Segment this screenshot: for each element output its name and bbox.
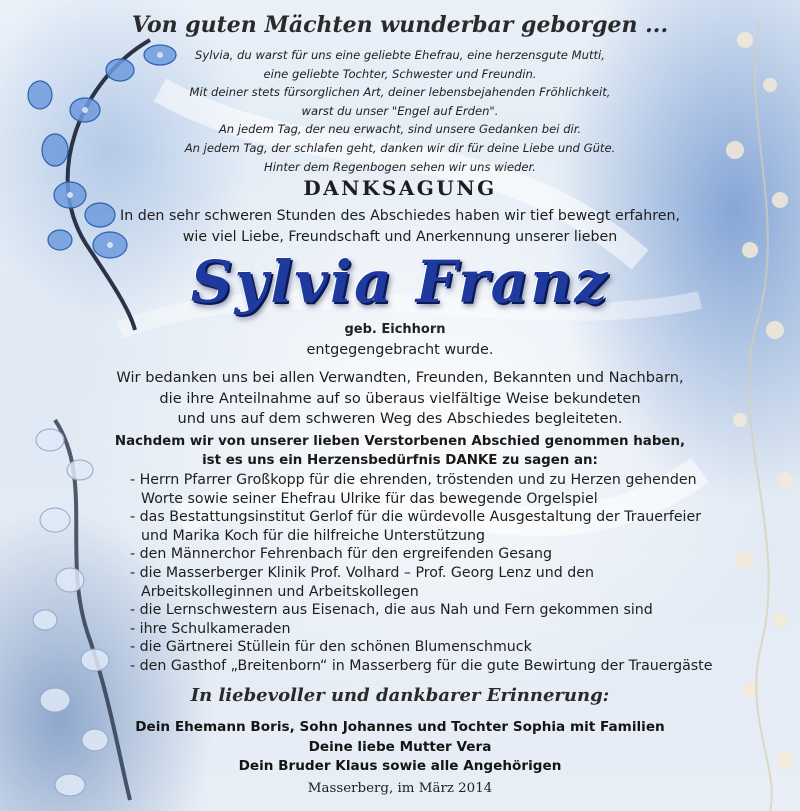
page-title: DANKSAGUNG xyxy=(303,176,497,200)
intro-line: In den sehr schweren Stunden des Abschiedes haben wir tief bewegt erfahren, xyxy=(120,208,680,224)
list-item: - die Gärtnerei Stüllein für den schönen Blumenschmuck xyxy=(130,639,532,656)
thanks-list xyxy=(130,471,780,676)
received-line: entgegengebracht wurde. xyxy=(306,342,494,358)
list-item: - den Männerchor Fehrenbach für den ergreifenden Gesang xyxy=(130,546,553,563)
memory-heading: In liebevoller und dankbarer Erinnerung: xyxy=(190,685,610,706)
motto-heading: Von guten Mächten wunderbar geborgen ... xyxy=(131,12,669,38)
list-item: - ihre Schulkameraden xyxy=(130,620,291,637)
list-item: - Herrn Pfarrer Großkopp für die ehrenden, tröstenden und zu Herzen gehenden xyxy=(130,472,697,488)
place-date: Masserberg, im März 2014 xyxy=(307,781,493,796)
family-line: Dein Bruder Klaus sowie alle Angehörigen xyxy=(238,758,562,774)
poem-line: An jedem Tag, der neu erwacht, sind unsere Gedanken bei dir. xyxy=(218,122,582,137)
poem-line: warst du unser "Engel auf Erden". xyxy=(301,103,499,118)
thanks-block xyxy=(0,368,800,430)
list-item-continuation: und Marika Koch für die hilfreiche Unterstützung xyxy=(141,527,486,544)
list-item-continuation: Arbeitskolleginnen und Arbeitskollegen xyxy=(141,583,419,600)
family-line: Dein Ehemann Boris, Sohn Johannes und Tochter Sophia mit Familien xyxy=(135,719,665,735)
maiden-name: geb. Eichhorn xyxy=(344,322,446,337)
list-item: - die Masserberger Klinik Prof. Volhard – Prof. Georg Lenz und den xyxy=(130,564,594,581)
farewell-line: ist es uns ein Herzensbedürfnis DANKE zu sagen an: xyxy=(202,453,598,468)
list-item: - das Bestattungsinstitut Gerlof für die würdevolle Ausgestaltung der Trauerfeier xyxy=(130,509,702,526)
intro-block xyxy=(0,206,800,248)
thanks-line: Wir bedanken uns bei allen Verwandten, Freunden, Bekannten und Nachbarn, xyxy=(116,369,684,386)
poem-line: eine geliebte Tochter, Schwester und Freundin. xyxy=(263,66,537,81)
intro-line: wie viel Liebe, Freundschaft und Anerkennung unserer lieben xyxy=(182,229,618,245)
poem-line: Mit deiner stets fürsorglichen Art, deiner lebensbejahenden Fröhlichkeit, xyxy=(189,85,611,100)
thanks-line: und uns auf dem schweren Weg des Abschiedes begleiteten. xyxy=(177,410,623,427)
poem-line: Hinter dem Regenbogen sehen wir uns wieder. xyxy=(264,159,536,174)
family-line: Deine liebe Mutter Vera xyxy=(308,738,492,755)
farewell-block xyxy=(0,432,800,470)
list-item-continuation: Worte sowie seiner Ehefrau Ulrike für das bewegende Orgelspiel xyxy=(141,490,598,507)
list-item: - den Gasthof „Breitenborn“ in Masserberg für die gute Bewirtung der Trauergäste xyxy=(130,657,713,674)
list-item: - die Lernschwestern aus Eisenach, die aus Nah und Fern gekommen sind xyxy=(130,602,653,619)
poem-line: Sylvia, du warst für uns eine geliebte Ehefrau, eine herzensgute Mutti, xyxy=(195,48,605,62)
deceased-name: Sylvia Franz xyxy=(190,248,610,316)
poem-line: An jedem Tag, der schlafen geht, danken wir dir für deine Liebe und Güte. xyxy=(184,140,616,155)
farewell-line: Nachdem wir von unserer lieben Verstorbenen Abschied genommen haben, xyxy=(114,434,686,449)
family-block xyxy=(0,718,800,777)
poem-block xyxy=(0,46,800,176)
thanks-line: die ihre Anteilnahme auf so überaus vielfältige Weise bekundeten xyxy=(159,389,641,407)
